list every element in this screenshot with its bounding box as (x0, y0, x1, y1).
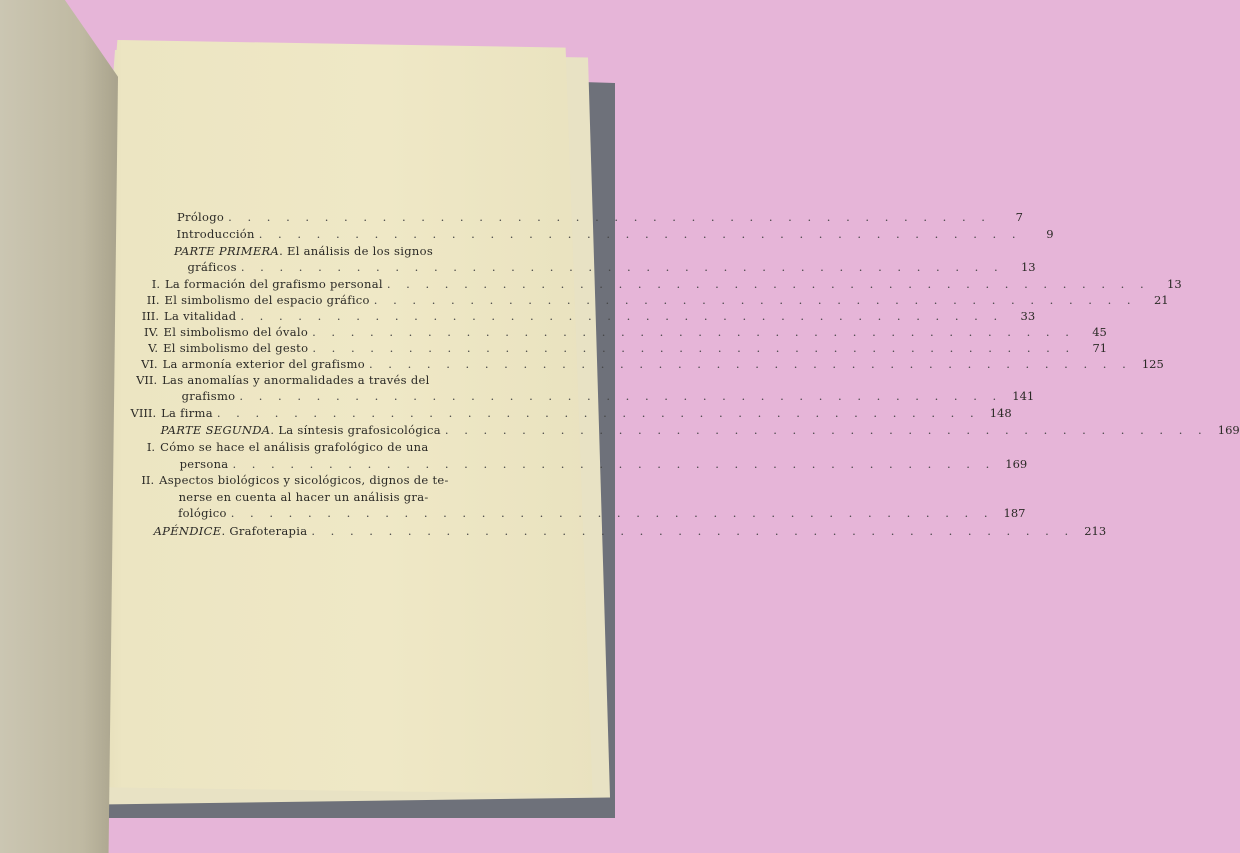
toc-line (110, 210, 1023, 225)
chapter-number: I. (151, 277, 160, 291)
page-number: 213 (1084, 524, 1107, 538)
page-number: 187 (1003, 506, 1026, 520)
toc-line (103, 457, 1028, 472)
entry-title (188, 260, 237, 274)
toc-line (106, 357, 1164, 372)
chapter-number: VII. (136, 373, 158, 387)
dot-leader: . . . . . . . . . . . . . . . . . . . . . . . . . . . . . . . . . . . . . . . . (368, 357, 1132, 371)
page-number: 13 (1167, 277, 1182, 291)
page-number: 169 (1217, 423, 1240, 437)
toc-line (107, 325, 1107, 340)
entry-text: . La síntesis grafosicológica (270, 423, 441, 437)
dot-leader: . . . . . . . . . . . . . . . . . . . . . . . . . . . . . . . . . . . . . . . . (239, 389, 1003, 403)
chapter-number: IV. (144, 325, 159, 339)
page-number: 9 (1046, 227, 1054, 241)
page-number: 71 (1092, 341, 1108, 355)
dot-leader: . . . . . . . . . . . . . . . . . . . . . . . . . . . . . . . . . . . . . . . . (444, 423, 1208, 437)
entry-title (154, 524, 308, 538)
entry-title (165, 293, 370, 307)
toc-line (103, 440, 489, 455)
entry-text: El simbolismo del gesto (163, 341, 309, 355)
page-number: 33 (1020, 309, 1036, 323)
entry-title (164, 325, 309, 339)
part-label: APÉNDICE (153, 524, 222, 538)
entry-text: El simbolismo del espacio gráfico (164, 293, 370, 307)
entry-title (164, 309, 236, 323)
toc-line (109, 227, 1054, 242)
entry-title (174, 244, 433, 258)
entry-text: Las anomalías y anormalidades a través del (162, 373, 430, 387)
dot-leader: . . . . . . . . . . . . . . . . . . . . . . . . . . . . . . . . . . . . . . . . (232, 457, 996, 471)
entry-title (182, 389, 236, 403)
chapter-number: II. (141, 473, 155, 487)
page-number: 125 (1141, 357, 1164, 371)
dot-leader: . . . . . . . . . . . . . . . . . . . . . . . . . . . . . . . . . . . . . . . . (386, 277, 1150, 291)
entry-text: Introducción (176, 227, 255, 241)
page-number: 21 (1153, 293, 1169, 307)
dot-leader: . . . . . . . . . . . . . . . . . . . . . . . . . . . . . . . . . . . . . . . . (216, 406, 980, 420)
toc-line (101, 524, 1107, 539)
entry-text: La vitalidad (164, 309, 237, 323)
entry-title (161, 406, 213, 420)
entry-title (162, 373, 429, 387)
toc-line (104, 423, 1240, 438)
entry-text: grafismo (181, 389, 236, 403)
dot-leader: . . . . . . . . . . . . . . . . . . . . . . . . . . . . . . . . . . . . . . . . (312, 325, 1075, 339)
toc-line (101, 506, 1026, 521)
entry-title (159, 473, 449, 487)
toc-line (105, 373, 491, 388)
dot-leader: . . . . . . . . . . . . . . . . . . . . . . . . . . . . . . . . . . . . . . . . (373, 293, 1137, 307)
entry-text: Cómo se hace el análisis grafológico de una (160, 440, 429, 454)
part-label: PARTE PRIMERA (173, 244, 280, 258)
entry-text: El simbolismo del óvalo (163, 325, 309, 339)
toc-line (104, 406, 1012, 421)
chapter-number: VIII. (130, 406, 157, 420)
toc-line (102, 473, 488, 488)
toc-line (102, 490, 488, 505)
dot-leader: . . . . . . . . . . . . . . . . . . . . . . . . . . . . . . . . . . . . . . . . (240, 309, 1004, 323)
toc-line (107, 309, 1036, 324)
entry-title (165, 277, 383, 291)
entry-text: La formación del grafismo personal (164, 277, 383, 291)
part-label: PARTE SEGUNDA (160, 423, 271, 437)
dot-leader: . . . . . . . . . . . . . . . . . . . . . . . . . . . . . . . . . . . . . . . . (228, 210, 991, 224)
toc-line (108, 293, 1169, 308)
page-number: 148 (989, 406, 1012, 420)
entry-text: La armonía exterior del grafismo (162, 357, 365, 371)
entry-text: nerse en cuenta al hacer un análisis gra- (178, 490, 429, 504)
dot-leader: . . . . . . . . . . . . . . . . . . . . . . . . . . . . . . . . . . . . . . . . (240, 260, 1004, 274)
toc-line (108, 277, 1182, 292)
entry-text: La firma (161, 406, 213, 420)
chapter-number: I. (146, 440, 156, 454)
toc-line (105, 389, 1035, 404)
dot-leader: . . . . . . . . . . . . . . . . . . . . . . . . . . . . . . . . . . . . . . . . (230, 506, 994, 520)
dot-leader: . . . . . . . . . . . . . . . . . . . . . . . . . . . . . . . . . . . . . . . . (312, 341, 1076, 355)
chapter-number: II. (146, 293, 160, 307)
dot-leader: . . . . . . . . . . . . . . . . . . . . . . . . . . . . . . . . . . . . . . . . (311, 524, 1075, 538)
chapter-number: VI. (141, 357, 158, 371)
entry-title (163, 341, 308, 355)
entry-title (180, 457, 229, 471)
toc-line (109, 244, 495, 259)
entry-text: persona (179, 457, 229, 471)
entry-text: gráficos (187, 260, 237, 274)
page-number: 7 (1015, 210, 1023, 224)
entry-text: . El análisis de los signos (279, 244, 434, 258)
entry-text: fológico (178, 506, 227, 520)
page-number: 13 (1020, 260, 1036, 274)
entry-text: . Grafoterapia (221, 524, 308, 538)
page-number: 45 (1092, 325, 1107, 339)
entry-title (178, 506, 227, 520)
entry-title (160, 440, 428, 454)
toc-line (109, 260, 1036, 275)
entry-title (163, 357, 365, 371)
page-number: 169 (1005, 457, 1028, 471)
entry-text: Aspectos biológicos y sicológicos, dignos de te- (159, 473, 449, 487)
entry-title (176, 227, 254, 241)
entry-title (179, 490, 429, 504)
entry-text: Prólogo (177, 210, 225, 224)
chapter-number: III. (141, 309, 160, 323)
chapter-number: V. (148, 341, 159, 355)
entry-title (177, 210, 224, 224)
toc-line (106, 341, 1108, 356)
page-number: 141 (1012, 389, 1035, 403)
entry-title (161, 423, 441, 437)
dot-leader: . . . . . . . . . . . . . . . . . . . . . . . . . . . . . . . . . . . . . . . . (258, 227, 1022, 241)
